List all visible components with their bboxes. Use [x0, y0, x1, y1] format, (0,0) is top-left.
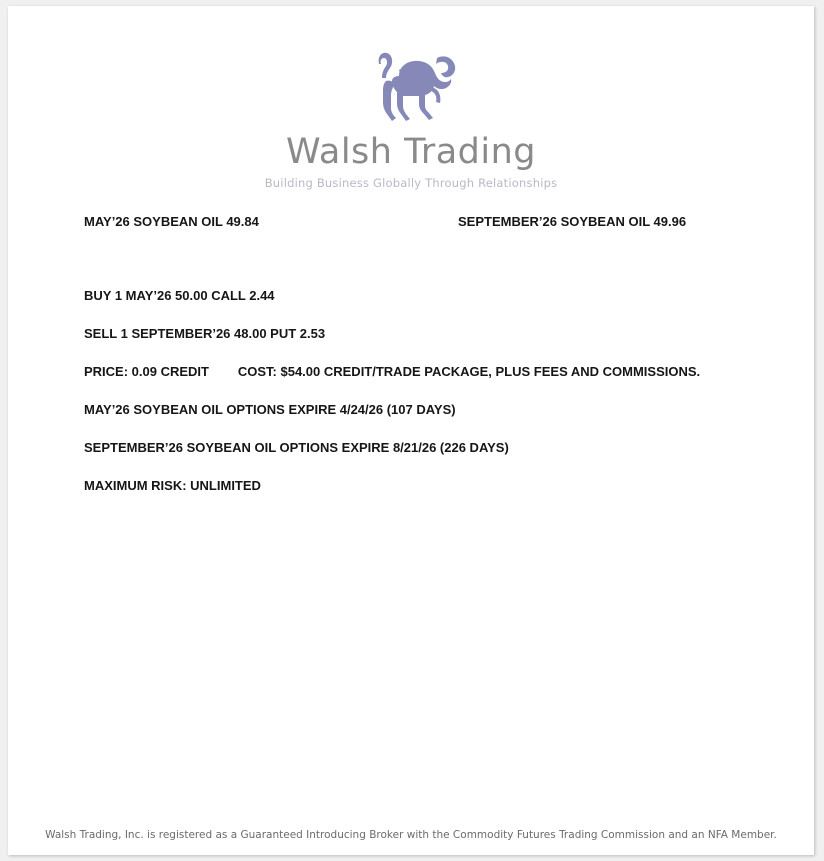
document-body: [8, 214, 814, 493]
quote-row: [76, 214, 814, 234]
disclaimer-footer: Walsh Trading, Inc. is registered as a Guaranteed Introducing Broker with the Commodity Futures Trading Commission and an NFA Member.: [45, 829, 777, 841]
trade-line-maximum-risk: MAXIMUM RISK: UNLIMITED: [84, 478, 261, 493]
trade-line-september-expiry: SEPTEMBER’26 SOYBEAN OIL OPTIONS EXPIRE 8/21/26 (226 DAYS): [84, 440, 509, 455]
brand-header: [8, 6, 814, 190]
trade-line-price-cost: PRICE: 0.09 CREDIT COST: $54.00 CREDIT/TRADE PACKAGE, PLUS FEES AND COMMISSIONS.: [84, 364, 701, 379]
quote-right: SEPTEMBER’26 SOYBEAN OIL 49.96: [458, 214, 687, 229]
trade-line-sell: SELL 1 SEPTEMBER’26 48.00 PUT 2.53: [84, 326, 326, 341]
trade-line-buy: BUY 1 MAY’26 50.00 CALL 2.44: [84, 288, 275, 303]
document-page: [8, 6, 814, 855]
trade-line-may-expiry: MAY’26 SOYBEAN OIL OPTIONS EXPIRE 4/24/26 (107 DAYS): [84, 402, 456, 417]
bull-logo-icon: [341, 48, 481, 130]
brand-tagline: Building Business Globally Through Relationships: [264, 176, 558, 190]
quote-left: MAY’26 SOYBEAN OIL 49.84: [84, 214, 259, 229]
brand-name: Walsh Trading: [286, 132, 536, 172]
